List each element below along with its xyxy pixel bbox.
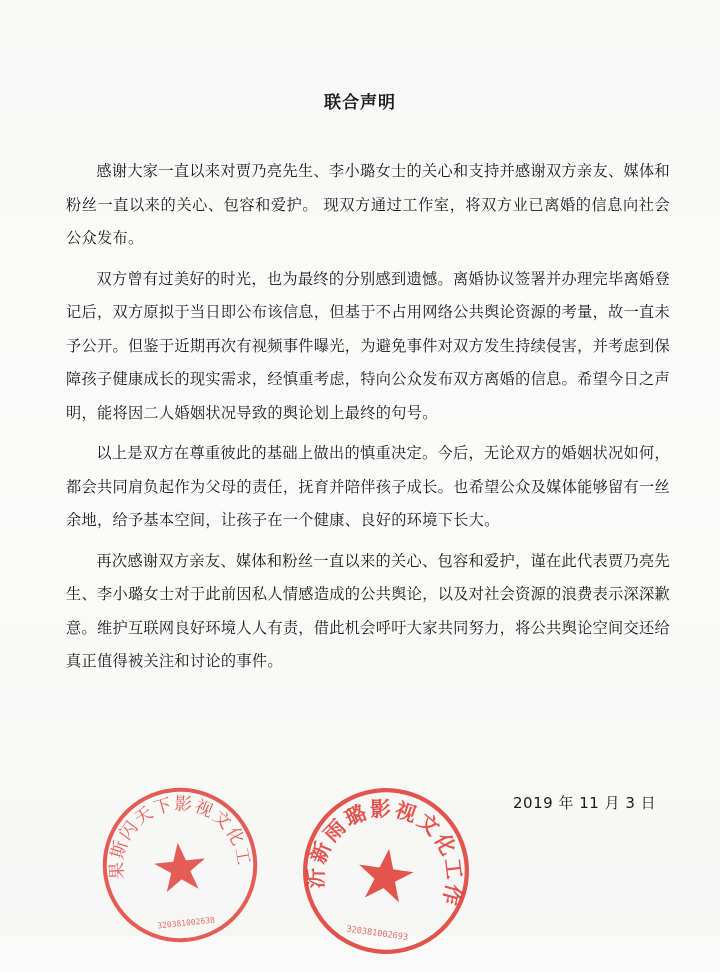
paragraph-2: 双方曾有过美好的时光，也为最终的分别感到遗憾。离婚协议签署并办理完毕离婚登记后，双方原拟于当日即公布该信息，但基于不占用网络公共舆论资源的考量，故一直未予公开。但鉴于近期再次有视频事件曝光，为避免事件对双方发生持续侵害，并考虑到保障孩子健康成长的现实需求，经慎重考虑，特向公众发布双方离婚的信息。希望今日之声明，能将因二人婚姻状况导致的舆论划上最终的句号。 [66, 269, 671, 422]
seal-1-number: 320381002638 [156, 915, 216, 931]
paragraph-4: 再次感谢双方亲友、媒体和粉丝一直以来的关心、包容和爱护，谨在此代表贾乃亮先生、李小璐女士对于此前因私人情感造成的公共舆论，以及对社会资源的浪费表示深深歉意。维护互联网良好环境人人有责，借此机会呼吁大家共同努力，将公共舆论空间交还给真正值得被关注和讨论的事件。 [66, 551, 671, 670]
seal-1-text: 霍尔果斯闪天下影视文化工作室 [92, 777, 254, 880]
seal-2-number: 320381002693 [345, 924, 409, 944]
star-icon [152, 840, 208, 893]
document-date: 2019 年 11 月 3 日 [513, 794, 657, 812]
paragraph-1: 感谢大家一直以来对贾乃亮先生、李小璐女士的关心和支持并感谢双方亲友、媒体和粉丝一直以来的关心、包容和爱护。 现双方通过工作室，将双方业已离婚的信息向社会公众发布。 [66, 162, 670, 247]
star-icon [355, 845, 417, 904]
document-body [66, 155, 670, 686]
svg-text:新沂新雨璐影视文化工作室 [289, 774, 482, 911]
company-seal-2 [289, 774, 483, 968]
company-seal-1 [92, 777, 268, 953]
seal-2-text: 新沂新雨璐影视文化工作室 [303, 796, 467, 911]
paragraph-3: 以上是双方在尊重彼此的基础上做出的慎重决定。今后，无论双方的婚姻状况如何，都会共同肩负起作为父母的责任，抚育并陪伴孩子成长。也希望公众及媒体能够留有一丝余地，给予基本空间，让孩子在一个健康、良好的环境下长大。 [66, 444, 671, 529]
document-title: 联合声明 [324, 93, 396, 113]
